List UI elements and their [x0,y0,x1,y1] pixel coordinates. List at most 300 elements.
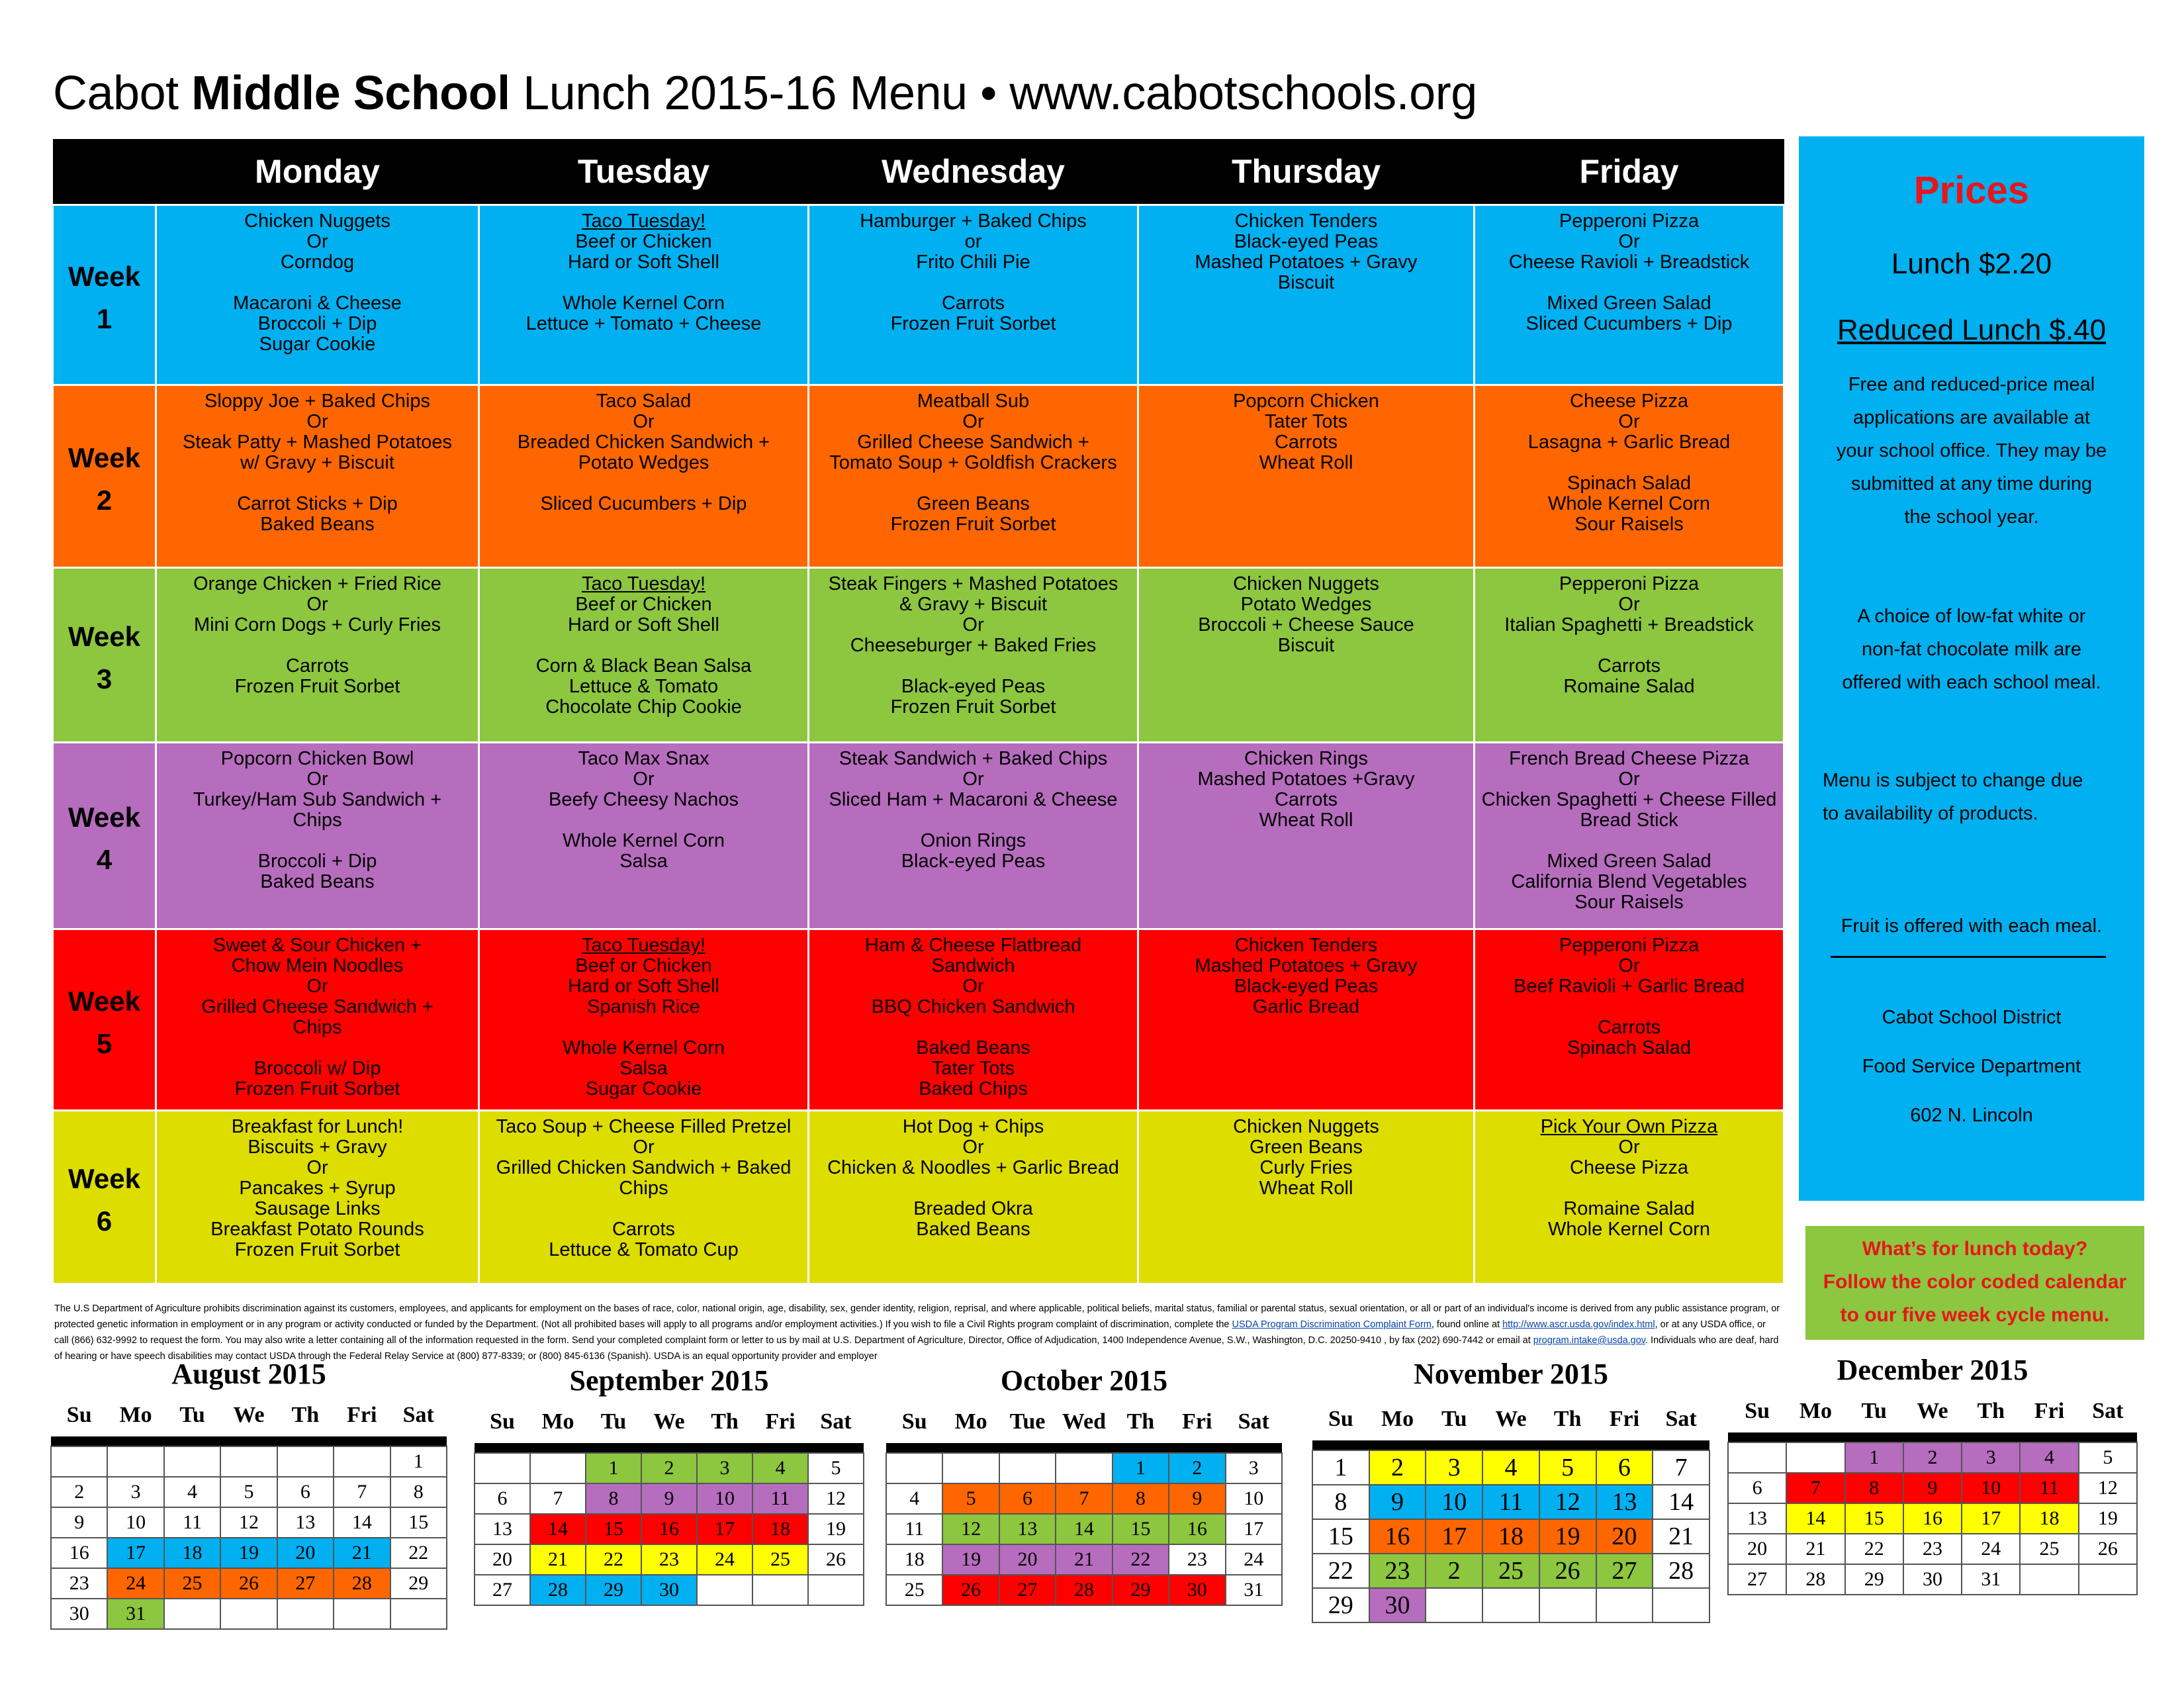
calendar-day: 18 [164,1538,220,1568]
calendar-week-row [1312,1485,1709,1519]
week-label: Week 6 [53,1111,156,1284]
calendar-week-row [886,1544,1282,1575]
calendar-day: 28 [530,1575,586,1605]
calendar-day [334,1599,390,1629]
calendar-september [474,1364,864,1648]
menu-cell: Steak Sandwich + Baked Chips Or Sliced Ham + Macaroni & Cheese Onion Rings Black-eyed Peas [809,743,1138,929]
calendar-day-header: Tue [1009,1409,1046,1434]
email-link[interactable]: program.intake@usda.gov [1533,1335,1645,1346]
calendar-day: 19 [2079,1503,2137,1534]
calendar-day [2079,1564,2137,1595]
calendar-title: November 2015 [1414,1358,1608,1390]
disclaimer-text-1: The U.S Department of Agriculture prohibits discrimination against its customers, employees, and applicants for employment on the bases of race, color, national origin, age, disability, sex, gender identity, religion, reprisal, and where applicable, political beliefs, marital status, familial or parental status, sexual orientation, or all or part of an individual's income is derived from any public assistance program, or protected genetic information in employment or in any program or activity conducted or funded by the Department. (Not all prohibited bases will apply to all programs and/or employment activities.) If you wish to file a Civil Rights program complaint of discrimination, complete the [54,1303,1780,1330]
menu-cell: Taco Tuesday! Beef or Chicken Hard or Soft Shell Corn & Black Bean Salsa Lettuce & Tomato Chocolate Chip Cookie [479,568,809,743]
calendar-day: 28 [1786,1564,1844,1595]
calendar-day: 8 [1312,1485,1369,1519]
calendar-week-row [886,1483,1282,1514]
calendar-day [107,1446,163,1477]
week-label: Week 2 [53,385,156,568]
calendar-title: September 2015 [569,1364,769,1397]
menu-cell: Hot Dog + Chips Or Chicken & Noodles + Garlic Bread Breaded Okra Baked Beans [809,1111,1138,1284]
calendar-day: 25 [164,1568,220,1599]
calendar-day: 12 [1539,1485,1596,1519]
calendar-day: 23 [1903,1534,1962,1564]
calendar-day-header: Mo [954,1409,987,1434]
calendar-day: 2 [1903,1442,1962,1473]
calendar-day: 16 [51,1538,107,1568]
calendar-day-header: Tu [600,1409,627,1434]
menu-cell: Chicken Nuggets Potato Wedges Broccoli + Cheese Sauce Biscuit [1138,568,1475,743]
calendar-day: 12 [942,1514,999,1544]
calendar-day [752,1575,808,1605]
calendar-day: 8 [586,1483,641,1514]
calendar-day: 17 [1962,1503,2020,1534]
calendar-day: 9 [641,1483,697,1514]
calendar-day-header: Fri [765,1409,796,1434]
calendar-week-row [1728,1503,2137,1534]
calendar-week-row [475,1514,864,1544]
calendar-day: 17 [1226,1514,1282,1544]
calendar-day [697,1575,752,1605]
calendar-day-header: Su [1328,1407,1353,1431]
calendar-header-bar [886,1443,1282,1453]
calendar-day: 1 [586,1453,641,1483]
calendar-day: 13 [999,1514,1056,1544]
calendar-day: 7 [334,1477,390,1507]
calendar-day: 23 [1369,1554,1426,1588]
calendar-day: 22 [1312,1554,1369,1588]
calendar-day-header: Wed [1062,1409,1107,1434]
calendar-day: 31 [1226,1575,1282,1605]
calendar-header-bar [51,1436,447,1446]
calendar-day-header: We [1495,1407,1527,1431]
calendar-day: 25 [886,1575,942,1605]
ascr-link[interactable]: http://www.ascr.usda.gov/index.html [1502,1319,1655,1330]
calendar-day: 3 [697,1453,752,1483]
calendar-header-bar [1312,1440,1709,1450]
calendar-day: 2 [51,1477,107,1507]
calendar-november [1312,1357,1710,1648]
calendar-day-header: Th [1126,1409,1155,1434]
calendar-day: 14 [1056,1514,1112,1544]
calendar-day-header: Tu [1861,1399,1887,1423]
calendar-day-header: We [1917,1399,1948,1423]
calendar-day: 29 [1113,1575,1169,1605]
calendar-week-row [1312,1519,1709,1554]
calendar-day: 15 [1845,1503,1903,1534]
calendar-day: 1 [1845,1442,1903,1473]
calendar-day: 17 [107,1538,163,1568]
address: 602 N. Lincoln [1910,1105,2033,1126]
calendar-week-row [1728,1564,2137,1595]
disclaimer-text-2: , found online at [1431,1319,1503,1330]
menu-cell: Pepperoni Pizza Or Beef Ravioli + Garlic Bread Carrots Spinach Salad [1475,929,1784,1111]
calendar-day: 14 [1653,1485,1709,1519]
calendar-title: December 2015 [1837,1354,2028,1386]
week-label: Week 5 [53,929,156,1111]
calendar-week-row [1728,1534,2137,1564]
calendar-day: 30 [51,1599,107,1629]
page-title [53,66,1477,120]
calendar-day [530,1453,586,1483]
menu-cell: Taco Tuesday! Beef or Chicken Hard or Soft Shell Whole Kernel Corn Lettuce + Tomato + Cheese [479,205,809,385]
calendar-day: 28 [334,1568,390,1599]
calendar-day: 6 [475,1483,530,1514]
calendar-day-header: Fri [1182,1409,1212,1434]
calendar-day [220,1446,277,1477]
calendar-day: 12 [808,1483,864,1514]
calendar-day: 4 [1482,1450,1539,1485]
calendar-day: 5 [2079,1442,2137,1473]
calendar-day-header: Fri [347,1403,377,1427]
calendar-day [51,1446,107,1477]
menu-cell: Ham & Cheese Flatbread Sandwich Or BBQ Chicken Sandwich Baked Beans Tater Tots Baked Chips [809,929,1138,1111]
week-row [53,568,1784,743]
calendar-day: 20 [1728,1534,1786,1564]
calendar-day: 21 [1653,1519,1709,1554]
calendar-week-row [1312,1554,1709,1588]
calendar-day: 28 [1653,1554,1709,1588]
calendar-day: 16 [1169,1514,1225,1544]
calendar-day-header: Mo [119,1403,152,1427]
calendar-day: 10 [1226,1483,1282,1514]
calendar-header-bar [1728,1432,2137,1442]
calendar-day: 13 [1596,1485,1653,1519]
menu-change-info: Menu is subject to change due to availability of products. [1823,770,2083,824]
calendar-day: 30 [641,1575,697,1605]
calendar-day: 9 [51,1507,107,1538]
calendar-title: October 2015 [1000,1364,1168,1397]
menu-cell: Pepperoni Pizza Or Italian Spaghetti + Breadstick Carrots Romaine Salad [1475,568,1784,743]
calendar-day: 19 [220,1538,277,1568]
calendar-day: 20 [277,1538,334,1568]
calendar-day: 26 [942,1575,999,1605]
fruit-info: Fruit is offered with each meal. [1841,915,2103,937]
calendar-day: 26 [1539,1554,1596,1588]
calendar-day: 14 [1786,1503,1844,1534]
calendar-day: 18 [2020,1503,2078,1534]
calendar-day [220,1599,277,1629]
calendar-week-row [886,1453,1282,1483]
complaint-form-link[interactable]: USDA Program Discrimination Complaint Form [1232,1319,1432,1330]
week-label: Week 1 [53,205,156,385]
calendar-day: 15 [1312,1519,1369,1554]
calendar-day: 22 [586,1544,641,1575]
calendar-day: 13 [277,1507,334,1538]
usda-disclaimer [54,1301,1782,1364]
calendar-day-header: Mo [1381,1407,1414,1431]
calendar-day: 24 [107,1568,163,1599]
calendar-day: 11 [2020,1473,2078,1503]
week-row [53,385,1784,568]
calendar-day: 28 [1056,1575,1112,1605]
week-row [53,743,1784,929]
calendar-week-row [475,1483,864,1514]
calendar-week-row [475,1575,864,1605]
calendar-day-header: Sat [1238,1409,1269,1434]
calendar-day: 27 [475,1575,530,1605]
calendar-day [1426,1588,1482,1622]
calendar-day: 9 [1169,1483,1225,1514]
menu-cell: Sweet & Sour Chicken + Chow Mein Noodles Or Grilled Cheese Sandwich + Chips Broccoli w/ Dip Frozen Fruit Sorbet [156,929,479,1111]
calendar-day: 3 [107,1477,163,1507]
milk-info: A choice of low-fat white or non-fat chocolate milk are offered with each school meal. [1842,606,2101,693]
calendar-day-header: We [233,1403,265,1427]
calendar-day [1728,1442,1786,1473]
calendar-day [1786,1442,1844,1473]
calendar-week-row [475,1453,864,1483]
calendar-day-header: Tu [1441,1407,1467,1431]
calendar-day: 10 [1426,1485,1482,1519]
calendar-day: 6 [999,1483,1056,1514]
day-header-thursday: Thursday [1138,139,1475,205]
calendar-day: 22 [1845,1534,1903,1564]
calendar-day-header: Mo [541,1409,574,1434]
calendar-day [886,1453,942,1483]
calendar-day: 25 [2020,1534,2078,1564]
calendar-day: 4 [2020,1442,2078,1473]
calendar-day: 13 [1728,1503,1786,1534]
calendar-day: 5 [808,1453,864,1483]
calendar-day: 10 [697,1483,752,1514]
calendar-week-row [51,1568,447,1599]
calendar-week-row [51,1446,447,1477]
calendar-day: 27 [1728,1564,1786,1595]
calendar-day: 11 [1482,1485,1539,1519]
calendar-day: 1 [1113,1453,1169,1483]
calendar-day [999,1453,1056,1483]
calendar-title: August 2015 [171,1358,326,1390]
calendar-week-row [51,1599,447,1629]
calendar-day: 22 [1113,1544,1169,1575]
calendar-day: 4 [164,1477,220,1507]
calendar-day: 30 [1169,1575,1225,1605]
calendar-day: 26 [220,1568,277,1599]
calendar-day: 9 [1903,1473,1962,1503]
calendar-day-header: Sat [402,1403,434,1427]
calendar-day: 17 [1426,1519,1482,1554]
calendar-october [886,1364,1283,1648]
day-header-monday: Monday [156,139,479,205]
calendar-day: 11 [886,1514,942,1544]
calendar-day: 19 [808,1514,864,1544]
calendar-day: 5 [220,1477,277,1507]
calendar-day [1596,1588,1653,1622]
calendar-day-header: Th [1553,1407,1582,1431]
calendar-day-header-row [886,1401,1282,1443]
calendar-day: 19 [942,1544,999,1575]
calendar-day: 31 [1962,1564,2020,1595]
calendar-day: 9 [1369,1485,1426,1519]
menu-cell: Breakfast for Lunch! Biscuits + Gravy Or Pancakes + Syrup Sausage Links Breakfast Potato Rounds Frozen Fruit Sorbet [156,1111,479,1284]
calendar-day: 11 [752,1483,808,1514]
calendar-august [50,1357,447,1648]
calendar-day: 16 [641,1514,697,1544]
calendar-day: 7 [1786,1473,1844,1503]
calendar-day: 18 [752,1514,808,1544]
calendar-day-header-row [475,1401,864,1443]
calendar-day-header: Sat [820,1409,852,1434]
calendar-day-header: Su [901,1409,927,1434]
week-row [53,1111,1784,1284]
calendar-day-header: Su [490,1409,515,1434]
menu-cell: Orange Chicken + Fried Rice Or Mini Corn Dogs + Curly Fries Carrots Frozen Fruit Sorbet [156,568,479,743]
calendar-day: 8 [1113,1483,1169,1514]
calendar-day-header: Su [1745,1399,1770,1423]
menu-cell: French Bread Cheese Pizza Or Chicken Spaghetti + Cheese Filled Bread Stick Mixed Green Salad California Blend Vegetables Sour Raisels [1475,743,1784,929]
calendar-day: 2 [1169,1453,1225,1483]
prices-title: Prices [1913,169,2030,212]
lunch-price: Lunch $2.20 [1891,248,2052,280]
calendar-week-row [886,1514,1282,1544]
calendar-day: 16 [1903,1503,1962,1534]
prices-panel [1799,136,2144,1201]
lunch-menu-table [52,139,1785,1285]
title-pre: Cabot [53,67,192,120]
menu-highlight: Taco Tuesday! [582,935,705,956]
calendar-week-row [1312,1588,1709,1622]
calendar-day: 17 [697,1514,752,1544]
calendar-day: 3 [1962,1442,2020,1473]
disclaimer-text-4: . Individuals who are deaf, hard of hearing or have speech disabilities may contact USDA through the Federal Relay Service at (800) 877-8339; or (800) 845-6136 (Spanish). USDA is an equal opportunity provider and employer [54,1335,1779,1362]
calendar-week-row [1728,1473,2137,1503]
calendar-day: 27 [1596,1554,1653,1588]
calendar-day [808,1575,864,1605]
calendar-day: 19 [1539,1519,1596,1554]
calendar-day [277,1446,334,1477]
calendar-day: 6 [1728,1473,1786,1503]
calendar-day: 2 [1369,1450,1426,1485]
calendar-day [1539,1588,1596,1622]
calendar-day-header: Mo [1799,1399,1832,1423]
calendar-day [164,1446,220,1477]
menu-cell: Taco Salad Or Breaded Chicken Sandwich + Potato Wedges Sliced Cucumbers + Dip [479,385,809,568]
menu-highlight: Pick Your Own Pizza [1540,1116,1718,1137]
calendar-day: 25 [1482,1554,1539,1588]
calendar-day: 26 [2079,1534,2137,1564]
calendar-day: 15 [586,1514,641,1544]
calendar-day-header: Fri [1609,1407,1640,1431]
day-header-wednesday: Wednesday [809,139,1138,205]
calendar-day-header-row [1728,1390,2137,1432]
calendar-day: 18 [886,1544,942,1575]
calendar-day: 27 [999,1575,1056,1605]
menu-cell: Hamburger + Baked Chips or Frito Chili Pie Carrots Frozen Fruit Sorbet [809,205,1138,385]
menu-cell: Taco Soup + Cheese Filled Pretzel Or Grilled Chicken Sandwich + Baked Chips Carrots Lettuce & Tomato Cup [479,1111,809,1284]
calendar-day: 4 [886,1483,942,1514]
calendar-december [1727,1353,2138,1644]
calendar-day: 15 [1113,1514,1169,1544]
menu-cell: Cheese Pizza Or Lasagna + Garlic Bread Spinach Salad Whole Kernel Corn Sour Raisels [1475,385,1784,568]
reduced-lunch-price: Reduced Lunch $.40 [1837,314,2107,346]
calendar-day: 12 [220,1507,277,1538]
week-row [53,929,1784,1111]
calendar-day: 8 [390,1477,447,1507]
calendar-day-header: Th [1977,1399,2005,1423]
calendar-day: 29 [586,1575,641,1605]
calendar-day [334,1446,390,1477]
calendar-day: 21 [1786,1534,1844,1564]
menu-cell: Pepperoni Pizza Or Cheese Ravioli + Breadstick Mixed Green Salad Sliced Cucumbers + Dip [1475,205,1784,385]
calendar-day [475,1453,530,1483]
divider [1831,956,2106,958]
calendar-day: 23 [641,1544,697,1575]
title-post: Lunch 2015-16 Menu • www.cabotschools.org [510,67,1477,120]
calendar-day: 29 [1312,1588,1369,1622]
department-name: Food Service Department [1862,1056,2081,1077]
calendar-day: 25 [752,1544,808,1575]
calendar-day: 24 [1226,1544,1282,1575]
menu-highlight: Taco Tuesday! [582,211,705,232]
calendar-day-header: Sat [2092,1399,2124,1423]
calendar-week-row [51,1538,447,1568]
disclaimer-text-3: , or at any USDA office, or call (866) 632-9992 to request the form. You may also write a letter containing all of the information requested in the form. Send your completed complaint form or letter to us by mail at U.S. Department of Agriculture, Director, Office of Adjudication, 1400 Independence Avenue, S.W., Washington, D.C. 20250-9410 , by fax (202) 690-7442 or email at [54,1319,1766,1346]
calendar-day: 27 [277,1568,334,1599]
calendar-day: 1 [1312,1450,1369,1485]
calendar-day [942,1453,999,1483]
calendar-day: 20 [1596,1519,1653,1554]
calendar-day: 3 [1426,1450,1482,1485]
menu-cell: Chicken Rings Mashed Potatoes +Gravy Carrots Wheat Roll [1138,743,1475,929]
day-header-tuesday: Tuesday [479,139,809,205]
calendar-day [2020,1564,2078,1595]
week-row [53,205,1784,385]
calendar-day-header-row [51,1394,447,1436]
calendar-day-header-row [1312,1398,1709,1440]
calendar-day: 26 [808,1544,864,1575]
menu-cell: Pick Your Own Pizza Or Cheese Pizza Romaine Salad Whole Kernel Corn [1475,1111,1784,1284]
calendar-day: 3 [1226,1453,1282,1483]
menu-highlight: Taco Tuesday! [582,573,705,594]
calendar-day: 7 [530,1483,586,1514]
lunch-today-box: What’s for lunch today? Follow the color coded calendar to our five week cycle menu. [1805,1226,2144,1340]
menu-cell: Steak Fingers + Mashed Potatoes & Gravy + Biscuit Or Cheeseburger + Baked Fries Black-eyed Peas Frozen Fruit Sorbet [809,568,1138,743]
calendar-day: 23 [1169,1544,1225,1575]
calendar-day: 21 [1056,1544,1112,1575]
calendar-day-header: Th [711,1409,739,1434]
calendar-header-bar [475,1443,864,1453]
calendar-day: 22 [390,1538,447,1568]
day-header-friday: Friday [1475,139,1784,205]
menu-cell: Chicken Tenders Mashed Potatoes + Gravy Black-eyed Peas Garlic Bread [1138,929,1475,1111]
menu-cell: Chicken Nuggets Or Corndog Macaroni & Cheese Broccoli + Dip Sugar Cookie [156,205,479,385]
calendar-day-header: We [653,1409,685,1434]
calendar-day: 7 [1653,1450,1709,1485]
calendar-day-header: Tu [179,1403,205,1427]
calendar-day-header: Th [291,1403,320,1427]
calendar-day: 2 [1426,1554,1482,1588]
calendar-day: 15 [390,1507,447,1538]
calendar-day [390,1599,447,1629]
calendar-week-row [475,1544,864,1575]
calendar-day: 10 [107,1507,163,1538]
calendar-week-row [51,1507,447,1538]
menu-cell: Chicken Nuggets Green Beans Curly Fries Wheat Roll [1138,1111,1475,1284]
menu-cell: Sloppy Joe + Baked Chips Or Steak Patty + Mashed Potatoes w/ Gravy + Biscuit Carrot Sticks + Dip Baked Beans [156,385,479,568]
calendar-day-header: Fri [2034,1399,2065,1423]
calendar-day: 6 [277,1477,334,1507]
calendar-day: 31 [107,1599,163,1629]
calendar-day: 8 [1845,1473,1903,1503]
calendar-day: 7 [1056,1483,1112,1514]
calendar-day [277,1599,334,1629]
calendar-week-row [1728,1442,2137,1473]
calendar-day: 21 [334,1538,390,1568]
calendar-day: 29 [1845,1564,1903,1595]
calendar-week-row [1312,1450,1709,1485]
week-label: Week 4 [53,743,156,929]
calendar-day: 5 [1539,1450,1596,1485]
